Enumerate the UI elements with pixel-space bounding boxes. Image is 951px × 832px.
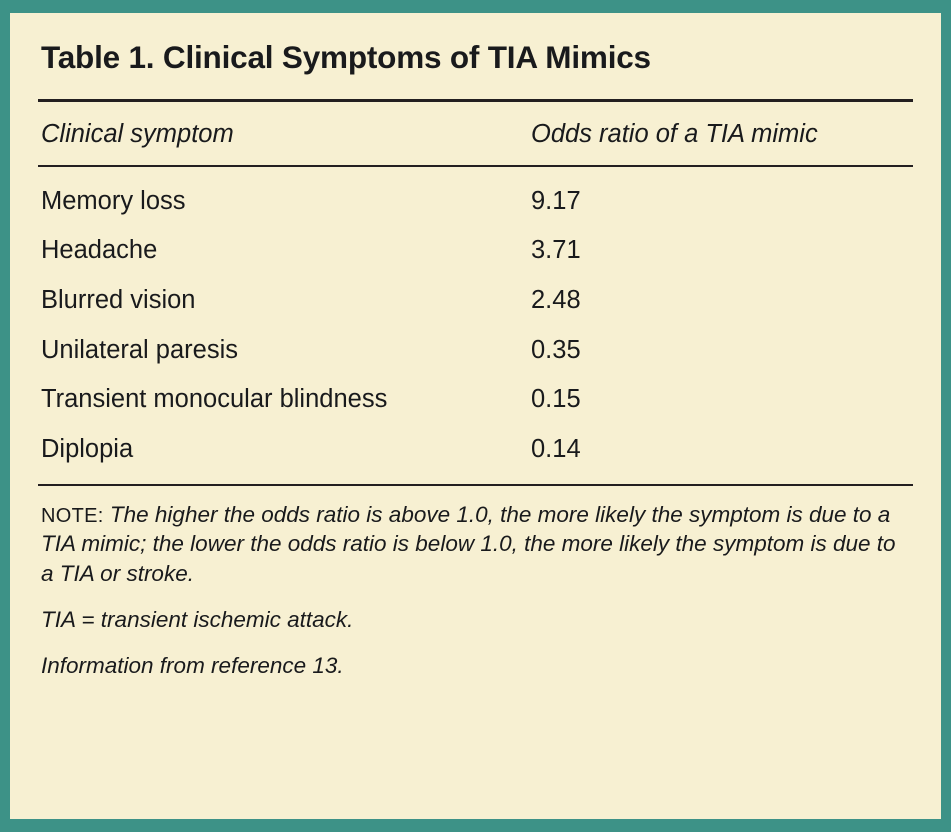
note-text: The higher the odds ratio is above 1.0, the more likely the symptom is due to a TIA mimic; the lower the odds ratio is below 1.0, the more likely the symptom is due to a TIA or stroke. bbox=[41, 501, 896, 587]
table-row bbox=[38, 425, 913, 484]
table-row bbox=[38, 375, 913, 425]
note-abbreviation: TIA = transient ischemic attack. bbox=[41, 607, 354, 633]
cell-symptom: Diplopia bbox=[41, 434, 134, 463]
cell-odds-ratio: 3.71 bbox=[531, 236, 581, 265]
symptoms-table-body bbox=[38, 167, 913, 484]
cell-odds-ratio: 0.15 bbox=[531, 385, 581, 414]
cell-odds-ratio: 9.17 bbox=[531, 186, 581, 215]
column-header-odds-ratio: Odds ratio of a TIA mimic bbox=[531, 119, 818, 148]
symptoms-table bbox=[38, 102, 913, 165]
cell-symptom: Unilateral paresis bbox=[41, 335, 239, 364]
cell-odds-ratio: 0.14 bbox=[531, 434, 581, 463]
table-header-row bbox=[38, 102, 913, 165]
table-header bbox=[38, 102, 913, 165]
cell-symptom: Transient monocular blindness bbox=[41, 385, 388, 414]
cell-symptom: Blurred vision bbox=[41, 286, 196, 315]
cell-odds-ratio: 2.48 bbox=[531, 286, 581, 315]
column-header-symptom: Clinical symptom bbox=[41, 119, 234, 148]
table-row bbox=[38, 276, 913, 326]
cell-symptom: Memory loss bbox=[41, 186, 186, 215]
note-source: Information from reference 13. bbox=[41, 653, 344, 679]
cell-symptom: Headache bbox=[41, 236, 158, 265]
note-main bbox=[41, 500, 911, 590]
table-row bbox=[38, 326, 913, 376]
table-inner bbox=[10, 13, 941, 819]
table-row bbox=[38, 167, 913, 227]
page-title: Table 1. Clinical Symptoms of TIA Mimics bbox=[41, 39, 651, 75]
cell-odds-ratio: 0.35 bbox=[531, 335, 581, 364]
table-notes bbox=[38, 486, 913, 682]
note-label: NOTE: bbox=[41, 504, 104, 527]
table-row bbox=[38, 226, 913, 276]
